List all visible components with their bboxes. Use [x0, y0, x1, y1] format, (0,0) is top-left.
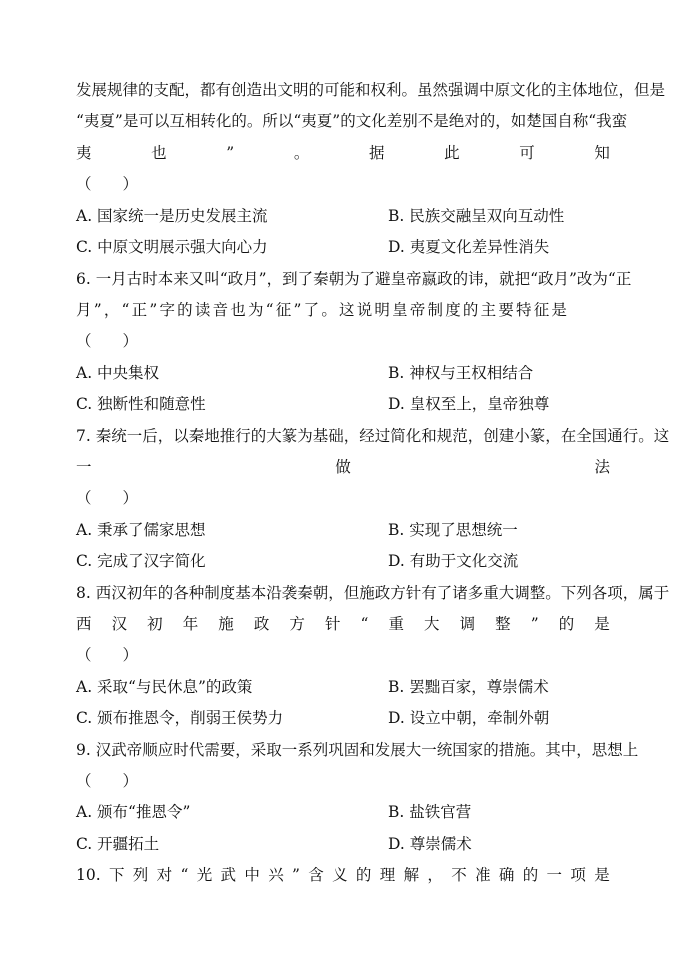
passage-line-3 [76, 140, 610, 166]
question-word: 光 [196, 866, 213, 884]
option-a: A. 中央集权 [76, 364, 160, 382]
option-c: C. 独断性和随意性 [76, 395, 206, 413]
question-word: 10. [76, 866, 101, 884]
answer-bracket: （ ） [76, 332, 139, 350]
question-word: 中 [244, 866, 260, 884]
option-b: B. 神权与王权相结合 [388, 364, 534, 382]
question-word: 兴 [268, 866, 284, 884]
option-d: D. 设立中朝，牵制外朝 [388, 709, 550, 727]
option-a: A. 国家统一是历史发展主流 [76, 207, 268, 225]
question-word: ， [427, 866, 443, 884]
question-word: 准 [475, 866, 491, 884]
question-word: 的 [558, 615, 575, 633]
answer-bracket: （ ） [76, 646, 139, 664]
option-d: D. 尊崇儒术 [388, 835, 472, 853]
passage-word: 。 [293, 144, 310, 162]
question-word: 的 [355, 866, 372, 884]
question-word: 年 [182, 615, 199, 633]
question-word: 西 [76, 615, 92, 633]
question-word: 解 [403, 866, 420, 884]
question-word: 一 [76, 458, 92, 476]
option-d: D. 有助于文化交流 [388, 552, 519, 570]
question-word: 理 [379, 866, 396, 884]
question-word: 的 [522, 866, 539, 884]
question-word: 调 [459, 615, 476, 633]
question-word: 是 [594, 615, 610, 633]
question-word: 大 [424, 615, 440, 633]
passage-word: 此 [444, 144, 460, 162]
question-word: 整 [495, 615, 511, 633]
passage-word: 可 [519, 144, 535, 162]
question-word: 做 [335, 458, 351, 476]
question-word: 含 [308, 866, 324, 884]
option-c: C. 开疆拓土 [76, 835, 160, 853]
question-word: 汉 [111, 615, 128, 633]
passage-word: ” [226, 144, 235, 162]
answer-bracket: （ ） [76, 772, 139, 790]
passage-word: 也 [151, 144, 167, 162]
question-8-line-1: 8. 西汉初年的各种制度基本沿袭秦朝，但施政方针有了诸多重大调整。下列各项，属于 [76, 584, 670, 602]
question-9-line-1: 9. 汉武帝顺应时代需要，采取一系列巩固和发展大一统国家的措施。其中，思想上 [76, 741, 639, 759]
question-6-line-2: 月”，“正”字的读音也为“征”了。这说明皇帝制度的主要特征是 [76, 301, 570, 319]
answer-bracket: （ ） [76, 175, 139, 193]
question-word: 对 [156, 866, 173, 884]
question-word: 义 [332, 866, 348, 884]
option-c: C. 完成了汉字简化 [76, 552, 206, 570]
question-7-line-2 [76, 454, 610, 480]
option-d: D. 夷夏文化差异性消失 [388, 238, 550, 256]
passage-word: 夷 [76, 144, 92, 162]
option-b: B. 罢黜百家，尊崇儒术 [388, 678, 549, 696]
question-word: 确 [498, 866, 515, 884]
passage-word: 据 [368, 144, 385, 162]
question-word: 列 [132, 866, 149, 884]
option-b: B. 实现了思想统一 [388, 521, 518, 539]
question-word: 施 [218, 615, 234, 633]
question-10-line-1 [76, 862, 610, 888]
option-a: A. 秉承了儒家思想 [76, 521, 206, 539]
question-word: 武 [220, 866, 237, 884]
question-word: 方 [289, 615, 305, 633]
option-a: A. 采取“与民休息”的政策 [76, 678, 253, 696]
question-word: “ [360, 615, 369, 633]
passage-word: 知 [594, 144, 610, 162]
question-word: 重 [388, 615, 404, 633]
question-word: 法 [594, 458, 610, 476]
question-7-line-1: 7. 秦统一后，以秦地推行的大篆为基础，经过简化和规范，创建小篆，在全国通行。这 [76, 427, 670, 445]
option-d: D. 皇权至上，皇帝独尊 [388, 395, 550, 413]
question-word: 初 [147, 615, 163, 633]
question-word: ” [292, 866, 300, 884]
question-8-line-2 [76, 611, 610, 637]
question-word: 不 [451, 866, 467, 884]
question-word: 是 [594, 866, 610, 884]
question-word: 政 [253, 615, 270, 633]
question-word: 项 [570, 866, 586, 884]
question-word: 一 [546, 866, 563, 884]
question-word: 下 [108, 866, 125, 884]
option-b: B. 盐铁官营 [388, 803, 472, 821]
question-word: “ [180, 866, 189, 884]
option-a: A. 颁布“推恩令” [76, 803, 191, 821]
question-6-line-1: 6. 一月古时本来又叫“政月”，到了秦朝为了避皇帝嬴政的讳，就把“政月”改为“正 [76, 270, 632, 288]
passage-line-2: “夷夏”是可以互相转化的。所以“夷夏”的文化差别不是绝对的，如楚国自称“我蛮 [76, 112, 628, 130]
option-c: C. 中原文明展示强大向心力 [76, 238, 268, 256]
answer-bracket: （ ） [76, 489, 139, 507]
question-word: ” [530, 615, 539, 633]
question-word: 针 [324, 615, 341, 633]
passage-line-1: 发展规律的支配，都有创造出文明的可能和权利。虽然强调中原文化的主体地位，但是 [76, 81, 666, 99]
option-b: B. 民族交融呈双向互动性 [388, 207, 565, 225]
option-c: C. 颁布推恩令，削弱王侯势力 [76, 709, 284, 727]
